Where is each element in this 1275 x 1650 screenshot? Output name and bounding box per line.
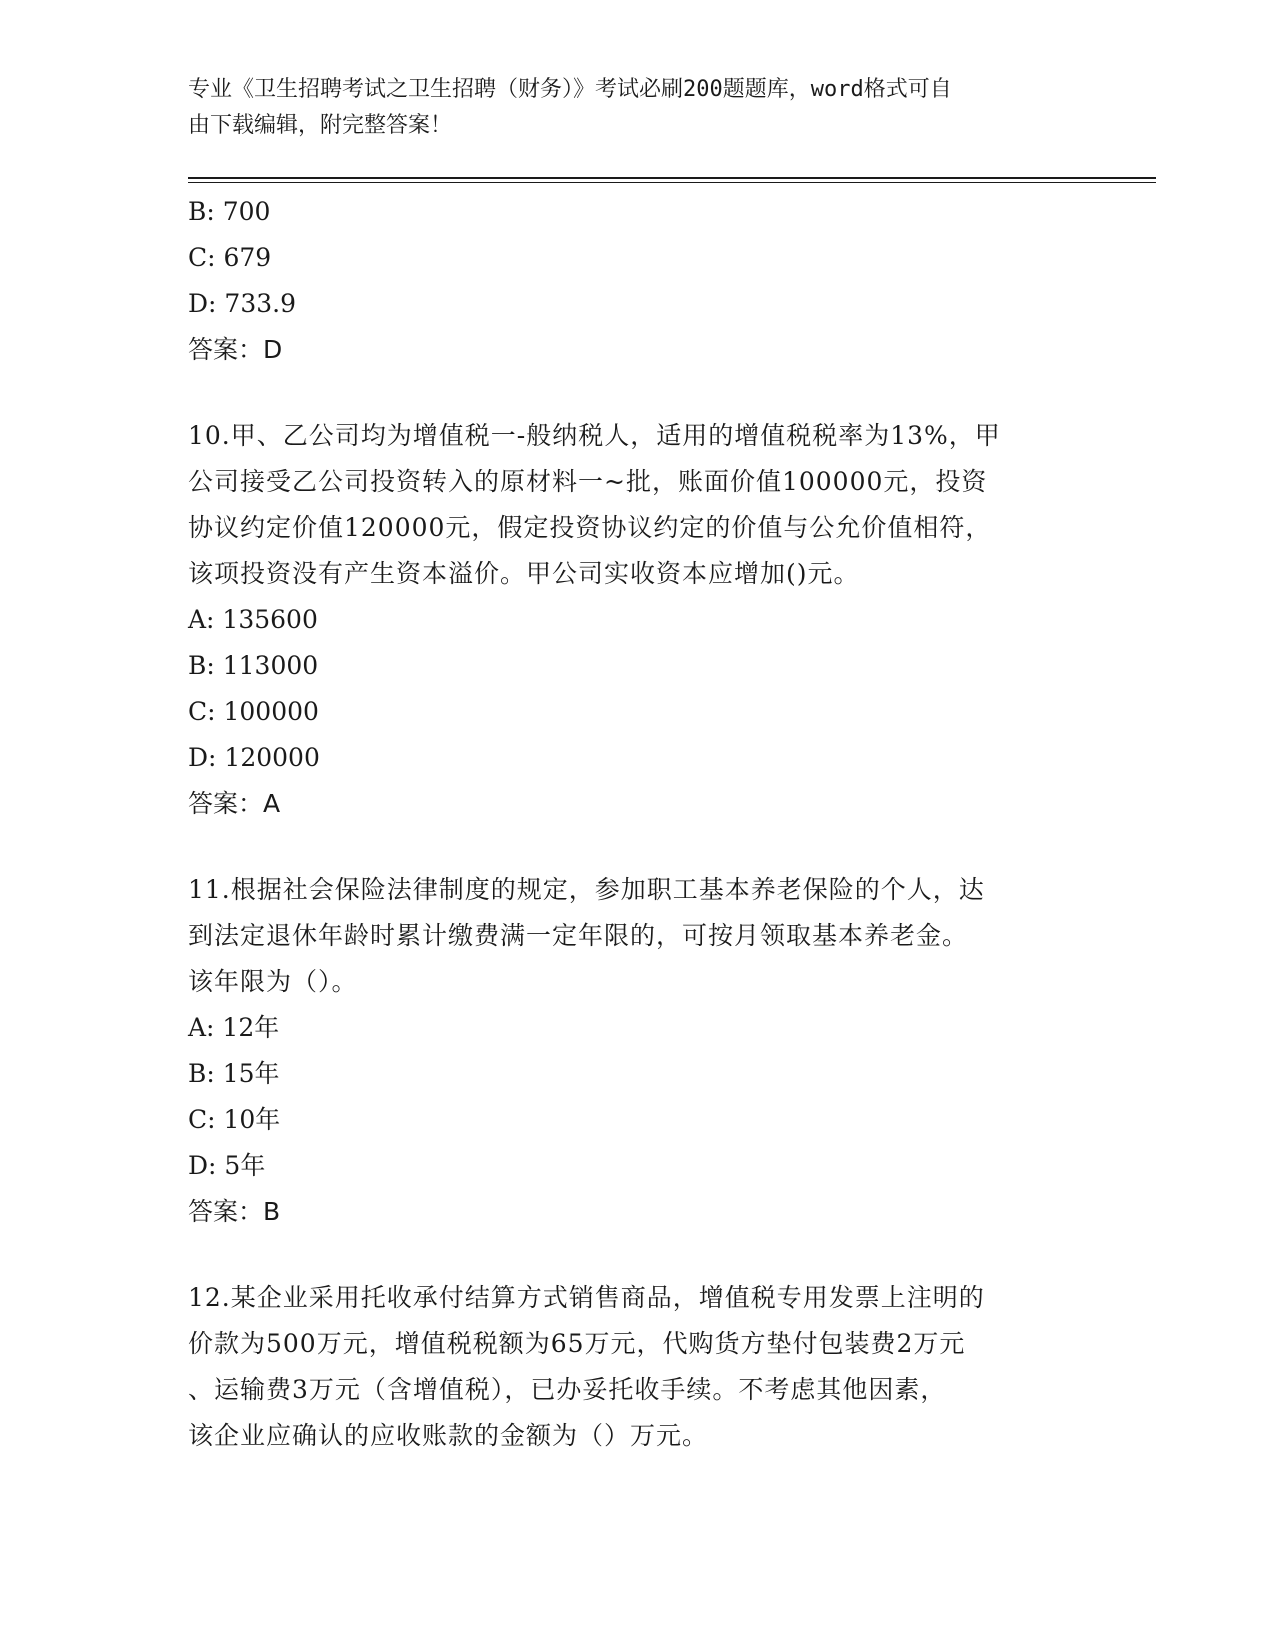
header-rule-thick bbox=[188, 177, 1156, 179]
question-text-line: 价款为500万元，增值税税额为65万元，代购货方垫付包装费2万元 bbox=[188, 1329, 966, 1358]
page-header bbox=[188, 72, 1088, 144]
option-b: B: 113000 bbox=[188, 651, 319, 680]
question-text-line: 10.甲、乙公司均为增值税一-般纳税人，适用的增值税税率为13%，甲 bbox=[188, 421, 1001, 450]
option-d: D: 733.9 bbox=[188, 289, 296, 318]
option-d: D: 120000 bbox=[188, 743, 320, 772]
header-line-2: 由下载编辑，附完整答案！ bbox=[188, 113, 453, 138]
option-c: C: 10年 bbox=[188, 1105, 281, 1134]
header-line-1: 专业《卫生招聘考试之卫生招聘（财务）》考试必刷200题题库，word格式可自 bbox=[188, 77, 952, 102]
question-10 bbox=[188, 413, 1088, 827]
question-text-line: 该年限为（）。 bbox=[188, 967, 358, 996]
option-c: C: 679 bbox=[188, 243, 272, 272]
question-text-line: 、运输费3万元（含增值税），已办妥托收手续。不考虑其他因素， bbox=[188, 1375, 947, 1404]
document-body bbox=[188, 189, 1088, 1459]
spacer bbox=[188, 827, 1088, 867]
question-text-line: 该项投资没有产生资本溢价。甲公司实收资本应增加()元。 bbox=[188, 559, 860, 588]
question-text-line: 协议约定价值120000元，假定投资协议约定的价值与公允价值相符， bbox=[188, 513, 992, 542]
spacer bbox=[188, 373, 1088, 413]
option-d: D: 5年 bbox=[188, 1151, 266, 1180]
answer-line: 答案：A bbox=[188, 789, 281, 818]
option-b: B: 700 bbox=[188, 197, 271, 226]
question-text-line: 11.根据社会保险法律制度的规定，参加职工基本养老保险的个人，达 bbox=[188, 875, 985, 904]
question-text-line: 12.某企业采用托收承付结算方式销售商品，增值税专用发票上注明的 bbox=[188, 1283, 985, 1312]
option-a: A: 135600 bbox=[188, 605, 318, 634]
option-c: C: 100000 bbox=[188, 697, 319, 726]
question-11 bbox=[188, 867, 1088, 1235]
answer-line: 答案：D bbox=[188, 335, 283, 364]
header-rule-thin bbox=[188, 182, 1156, 183]
question-text-line: 该企业应确认的应收账款的金额为（）万元。 bbox=[188, 1421, 709, 1450]
question-text-line: 公司接受乙公司投资转入的原材料一~批，账面价值100000元，投资 bbox=[188, 467, 988, 496]
question-12 bbox=[188, 1275, 1088, 1459]
option-a: A: 12年 bbox=[188, 1013, 280, 1042]
option-b: B: 15年 bbox=[188, 1059, 280, 1088]
question-text-line: 到法定退休年龄时累计缴费满一定年限的，可按月领取基本养老金。 bbox=[188, 921, 969, 950]
answer-line: 答案：B bbox=[188, 1197, 281, 1226]
spacer bbox=[188, 1235, 1088, 1275]
question-9-continued bbox=[188, 189, 1088, 373]
